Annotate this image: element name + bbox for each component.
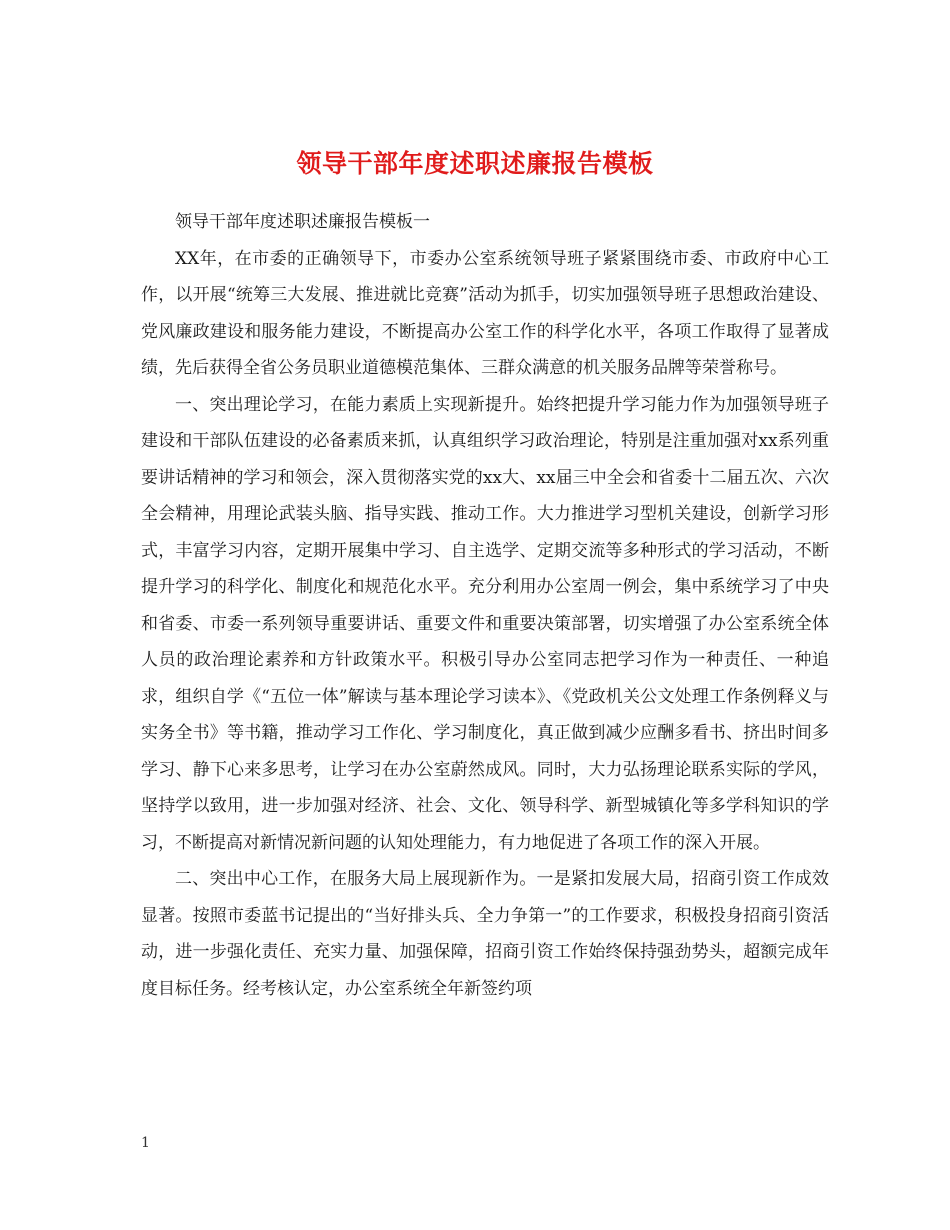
paragraph-intro: XX年，在市委的正确领导下，市委办公室系统领导班子紧紧围绕市委、市政府中心工作，以开展“统筹三大发展、推进就比竞赛”活动为抓手，切实加强领导班子思想政治建设、党风廉政建设和服务能力建设，不断提高办公室工作的科学化水平，各项工作取得了显著成绩，先后获得全省公务员职业道德模范集体、三群众满意的机关服务品牌等荣誉称号。	[141, 248, 829, 378]
page-number: 1	[141, 1135, 150, 1151]
section-subheading: 领导干部年度述职述廉报告模板一	[175, 212, 430, 232]
paragraph-central-work: 二、突出中心工作，在服务大局上展现新作为。一是紧扣发展大局，招商引资工作成效显著。按照市委蓝书记提出的“当好排头兵、全力争第一”的工作要求，积极投身招商引资活动，进一步强化责任、充实力量、加强保障，招商引资工作始终保持强劲势头，超额完成年度目标任务。经考核认定，办公室系统全年新签约项	[141, 869, 829, 999]
paragraph-theory-study: 一、突出理论学习，在能力素质上实现新提升。始终把提升学习能力作为加强领导班子建设和干部队伍建设的必备素质来抓，认真组织学习政治理论，特别是注重加强对xx系列重要讲话精神的学习和领会，深入贯彻落实党的xx大、xx届三中全会和省委十二届五次、六次全会精神，用理论武装头脑、指导实践、推动工作。大力推进学习型机关建设，创新学习形式，丰富学习内容，定期开展集中学习、自主选学、定期交流等多种形式的学习活动，不断提升学习的科学化、制度化和规范化水平。充分利用办公室周一例会，集中系统学习了中央和省委、市委一系列领导重要讲话、重要文件和重要决策部署，切实增强了办公室系统全体人员的政治理论素养和方针政策水平。积极引导办公室同志把学习作为一种责任、一种追求，组织自学《“五位一体”解读与基本理论学习读本》、《党政机关公文处理工作条例释义与实务全书》等书籍，推动学习工作化、学习制度化，真正做到减少应酬多看书、挤出时间多学习、静下心来多思考，让学习在办公室蔚然成风。同时，大力弘扬理论联系实际的学风，坚持学以致用，进一步加强对经济、社会、文化、领导科学、新型城镇化等多学科知识的学习，不断提高对新情况新问题的认知处理能力，有力地促进了各项工作的深入开展。	[141, 394, 829, 853]
document-title: 领导干部年度述职述廉报告模板	[296, 148, 654, 178]
document-body	[141, 204, 829, 1007]
